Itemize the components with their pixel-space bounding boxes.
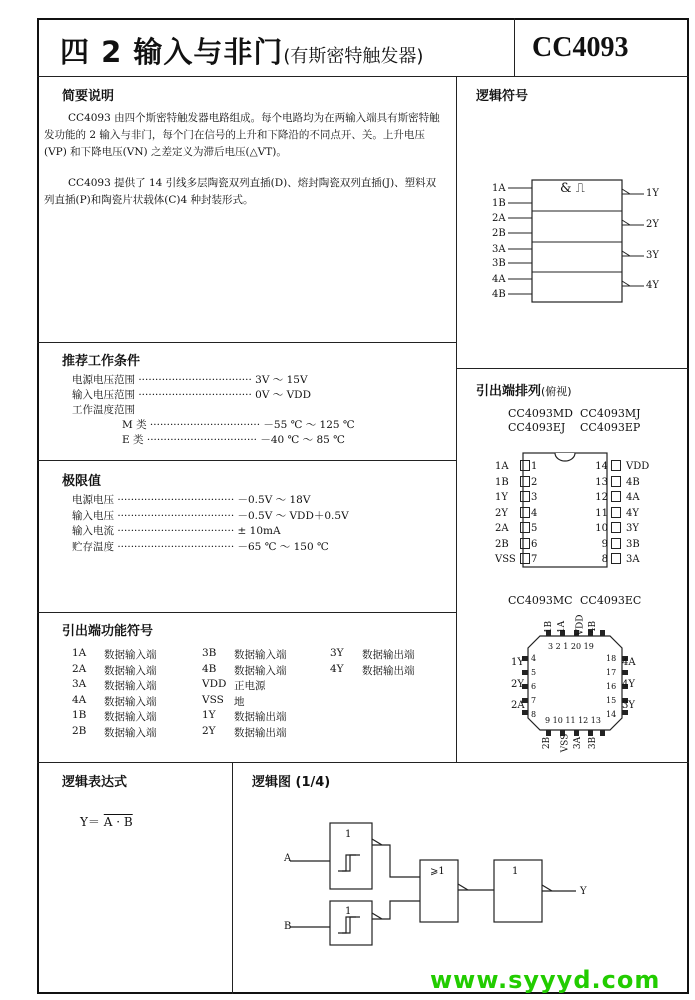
dip-pin-name: 2B — [495, 538, 509, 550]
page-title — [60, 30, 423, 71]
chip-pin-number: 5 — [531, 668, 537, 677]
pin-function-pin: 3B — [202, 647, 217, 659]
chip-pin-number: 14 — [606, 710, 617, 719]
pin-function-desc: 数据输入端 — [104, 680, 157, 692]
pin-function-desc: 数据输入端 — [104, 649, 157, 661]
recommended-label: 电源电压范围 — [72, 374, 135, 386]
pin-function-pin: 2A — [72, 662, 87, 675]
recommended-value: －40 ℃ ～ 85 ℃ — [260, 434, 345, 446]
symbol-input-4b: 4B — [492, 289, 506, 300]
chip-package-2: CC4093EC — [580, 594, 642, 607]
pin-function-desc: 数据输入端 — [104, 726, 157, 739]
recommended-label: 输入电压范围 — [72, 389, 135, 401]
chip-right-label: 4A — [622, 657, 636, 668]
symbol-output-2y: 2Y — [646, 219, 659, 230]
expression-lhs: Y＝ — [80, 815, 100, 829]
pin-function-pin: 1B — [72, 709, 87, 721]
dip-pin-box — [520, 491, 530, 502]
divider-functions — [37, 762, 689, 763]
limits-row: 输入电流 ··································· ± 10mA — [72, 525, 281, 537]
symbol-output-3y: 3Y — [646, 250, 659, 261]
part-number: CC4093 — [532, 32, 629, 63]
dip-pin-box — [611, 476, 621, 487]
dip-pin-box — [520, 538, 530, 549]
recommended-label: E 类 — [122, 434, 144, 446]
chip-left-label: 2A — [511, 700, 525, 711]
pin-function-desc: 数据输入端 — [234, 664, 287, 677]
dip-pin-name: 3Y — [626, 523, 639, 534]
dip-pin-name: 1B — [495, 476, 509, 488]
symbol-input-3b: 3B — [492, 258, 506, 269]
symbol-output-4y: 4Y — [646, 280, 659, 291]
pin-function-desc: 数据输出端 — [362, 649, 415, 661]
gate-and-label: ⩾1 — [430, 866, 445, 877]
chip-top-label: VDD — [575, 614, 586, 636]
chip-pin-number: 7 — [531, 696, 537, 705]
dip-pin-box — [611, 538, 621, 549]
limits-label: 输入电压 — [72, 510, 114, 522]
dip-pin-number: 8 — [601, 554, 608, 565]
chip-bottom-label: 3B — [588, 736, 599, 750]
pin-function-desc: 正电源 — [234, 680, 266, 692]
dip-pin-name: 3A — [626, 554, 640, 565]
dip-pin-name: VSS — [495, 554, 516, 565]
symbol-input-2b: 2B — [492, 228, 506, 239]
pin-function-pin: 3Y — [330, 647, 344, 659]
watermark: www.syyyd.com — [430, 966, 661, 994]
limits-value: ± 10mA — [237, 525, 281, 537]
recommended-row: E 类 ································· －40 ℃ ～ 85 ℃ — [122, 434, 345, 446]
dip-pin-name: 4Y — [626, 507, 639, 519]
limits-label: 电源电压 — [72, 494, 114, 506]
diagram-output-y: Y — [580, 886, 587, 897]
pin-function-pin: 3A — [72, 678, 87, 690]
expression-rhs: A · B — [103, 815, 133, 829]
symbol-input-3a: 3A — [492, 244, 506, 255]
divider-limits — [37, 612, 457, 613]
dip-pin-box — [520, 476, 530, 487]
dip-pin-number: 14 — [595, 461, 608, 472]
gate2-label: 1 — [345, 906, 352, 917]
dip-pin-name: 2A — [495, 523, 509, 534]
chip-pin-number: 16 — [606, 682, 617, 691]
dip-pin-name: VDD — [626, 461, 650, 472]
description-para2: CC4093 提供了 14 引线多层陶瓷双列直插(D)、熔封陶瓷双列直插(J)、塑料双列直插(P)和陶瓷片状载体(C)4 种封装形式。 — [44, 177, 437, 206]
pin-function-pin: VSS — [202, 693, 224, 706]
chip-pin-number: 6 — [531, 682, 537, 691]
divider-recommended — [37, 460, 457, 461]
dip-pin-number: 6 — [531, 538, 538, 550]
dip-pin-name: 4A — [626, 492, 640, 503]
limits-row: 输入电压 ··································· －0.5V ～ VDD＋0.5V — [72, 510, 349, 522]
symbol-box — [532, 180, 622, 302]
dip-pin-number: 5 — [531, 523, 538, 534]
chip-right-label: 3Y — [622, 700, 635, 711]
dip-pin-number: 1 — [531, 461, 538, 472]
pin-function-pin: 2B — [72, 724, 87, 737]
recommended-row: 输入电压范围 ·································· 0V ～ VDD — [72, 389, 312, 401]
dip-pin-box — [611, 460, 621, 471]
pin-function-desc: 数据输出端 — [234, 726, 287, 739]
main-vdivider — [456, 76, 457, 762]
pin-function-pin: 2Y — [202, 724, 216, 737]
recommended-row: M 类 ································· －55 ℃ ～ 125 ℃ — [122, 419, 355, 431]
recommended-value: 0V ～ VDD — [255, 389, 312, 401]
dip-pin-number: 4 — [531, 507, 538, 519]
dip-pin-box — [520, 553, 530, 564]
chip-bottom-label: VSS — [560, 733, 571, 753]
pin-function-desc: 数据输出端 — [234, 711, 287, 723]
symbol-input-2a: 2A — [492, 213, 506, 224]
expression-heading: 逻辑表达式 — [62, 775, 128, 790]
chip-package-1: CC4093MC — [508, 594, 573, 607]
chip-top-label: 4B — [588, 620, 599, 634]
dip-package-3: CC4093EJ — [508, 421, 566, 434]
chip-pin-number: 18 — [606, 654, 617, 663]
pin-function-desc: 数据输入端 — [104, 711, 157, 723]
recommended-value: 3V ～ 15V — [255, 374, 308, 386]
symbol-input-1b: 1B — [492, 198, 506, 209]
dip-package-2: CC4093MJ — [580, 407, 641, 420]
divider-desc — [37, 342, 457, 343]
chip-right-label: 4Y — [622, 679, 635, 690]
gate-out-label: 1 — [512, 866, 519, 877]
pin-function-pin: 1Y — [202, 709, 216, 721]
chip-bottom-label: 3A — [573, 736, 584, 750]
dip-pin-number: 7 — [531, 554, 538, 565]
dip-pin-number: 10 — [595, 523, 608, 534]
symbol-output-1y: 1Y — [646, 188, 659, 199]
pin-function-pin: VDD — [202, 678, 227, 690]
dip-package-4: CC4093EP — [580, 421, 641, 434]
pin-function-desc: 数据输入端 — [234, 649, 287, 661]
chip-pin-number: 17 — [606, 668, 617, 677]
logic-diagram — [280, 815, 590, 950]
logic-diagram-heading: 逻辑图 (1/4) — [252, 775, 331, 790]
chip-pin-number: 4 — [531, 654, 537, 663]
logic-expression — [80, 813, 133, 830]
limits-row: 电源电压 ··································· －0.5V ～ 18V — [72, 494, 311, 506]
dip-pin-box — [611, 522, 621, 533]
logic-symbol-heading: 逻辑符号 — [476, 89, 529, 104]
recommended-value: －55 ℃ ～ 125 ℃ — [263, 419, 355, 431]
title-subtitle: (有斯密特触发器) — [283, 46, 424, 67]
chip-bottom-numbers: 9 10 11 12 13 — [545, 716, 601, 725]
pinout-heading — [476, 380, 572, 399]
divider-symbol — [456, 368, 689, 369]
chip-left-label: 2Y — [511, 679, 524, 690]
dip-pin-name: 2Y — [495, 507, 508, 519]
limits-row: 贮存温度 ··································· －65 ℃ ～ 150 ℃ — [72, 541, 329, 553]
dip-pin-name: 4B — [626, 476, 640, 488]
symbol-input-1a: 1A — [492, 183, 506, 194]
bottom-vdivider — [232, 762, 233, 994]
description-heading: 简要说明 — [62, 89, 115, 104]
gate-symbol-label: & ⎍ — [560, 181, 585, 196]
recommended-heading: 推荐工作条件 — [62, 354, 141, 369]
limits-value: －65 ℃ ～ 150 ℃ — [237, 541, 329, 553]
chip-pin-number: 8 — [531, 710, 537, 719]
dip-pin-number: 11 — [595, 507, 608, 519]
title-main: 四 2 输入与非门 — [60, 35, 284, 69]
chip-bottom-label: 2B — [542, 736, 553, 750]
pin-function-desc: 数据输出端 — [362, 664, 415, 677]
pinout-heading-note: (俯视) — [541, 385, 572, 398]
limits-label: 贮存温度 — [72, 541, 114, 553]
dip-pin-box — [611, 553, 621, 564]
dip-pin-box — [520, 460, 530, 471]
recommended-label: 工作温度范围 — [72, 404, 135, 416]
header-divider — [37, 76, 689, 77]
limits-value: －0.5V ～ 18V — [237, 494, 311, 506]
pin-function-desc: 地 — [234, 695, 245, 708]
dip-pin-name: 1Y — [495, 492, 508, 503]
description-para1: CC4093 由四个斯密特触发器电路组成。每个电路均为在两输入端具有斯密特触发功能的 2 输入与非门，每个门在信号的上升和下降沿的不同点开、关。上升电压(VP) 和下降电压(VN) 之差定义为滞后电压(△VT)。 — [44, 112, 440, 158]
chip-top-numbers: 3 2 1 20 19 — [548, 642, 594, 651]
dip-pin-number: 9 — [601, 538, 608, 550]
chip-top-label: 1A — [557, 620, 568, 634]
dip-pin-number: 12 — [595, 492, 608, 503]
gate1-label: 1 — [345, 829, 352, 840]
dip-pin-name: 3B — [626, 538, 640, 550]
dip-pin-number: 2 — [531, 476, 538, 488]
recommended-row — [72, 402, 135, 417]
dip-package-1: CC4093MD — [508, 407, 573, 420]
pin-functions-heading: 引出端功能符号 — [62, 624, 154, 639]
symbol-input-4a: 4A — [492, 274, 506, 285]
pin-function-pin: 4B — [202, 662, 217, 675]
header-vdivider — [514, 18, 515, 76]
chip-pin-number: 15 — [606, 696, 617, 705]
pin-function-desc: 数据输入端 — [104, 695, 157, 708]
chip-left-label: 1Y — [511, 657, 524, 668]
dip-pin-box — [520, 507, 530, 518]
limits-heading: 极限值 — [62, 474, 102, 489]
pin-function-desc: 数据输入端 — [104, 664, 157, 677]
chip-top-label: 1B — [544, 620, 555, 634]
limits-value: －0.5V ～ VDD＋0.5V — [237, 510, 349, 522]
dip-pin-number: 13 — [595, 476, 608, 488]
dip-pin-box — [611, 491, 621, 502]
pin-function-pin: 4Y — [330, 662, 344, 675]
recommended-label: M 类 — [122, 419, 147, 431]
dip-pin-number: 3 — [531, 492, 538, 503]
pinout-heading-text: 引出端排列 — [476, 384, 542, 399]
limits-label: 输入电流 — [72, 525, 114, 537]
diagram-input-b: B — [284, 921, 292, 932]
dip-pin-name: 1A — [495, 461, 509, 472]
dip-pin-box — [611, 507, 621, 518]
pin-function-pin: 1A — [72, 647, 87, 659]
dip-pin-box — [520, 522, 530, 533]
pin-function-pin: 4A — [72, 693, 87, 706]
recommended-row: 电源电压范围 ·································· 3V ～ 15V — [72, 374, 308, 386]
diagram-input-a: A — [284, 853, 292, 864]
